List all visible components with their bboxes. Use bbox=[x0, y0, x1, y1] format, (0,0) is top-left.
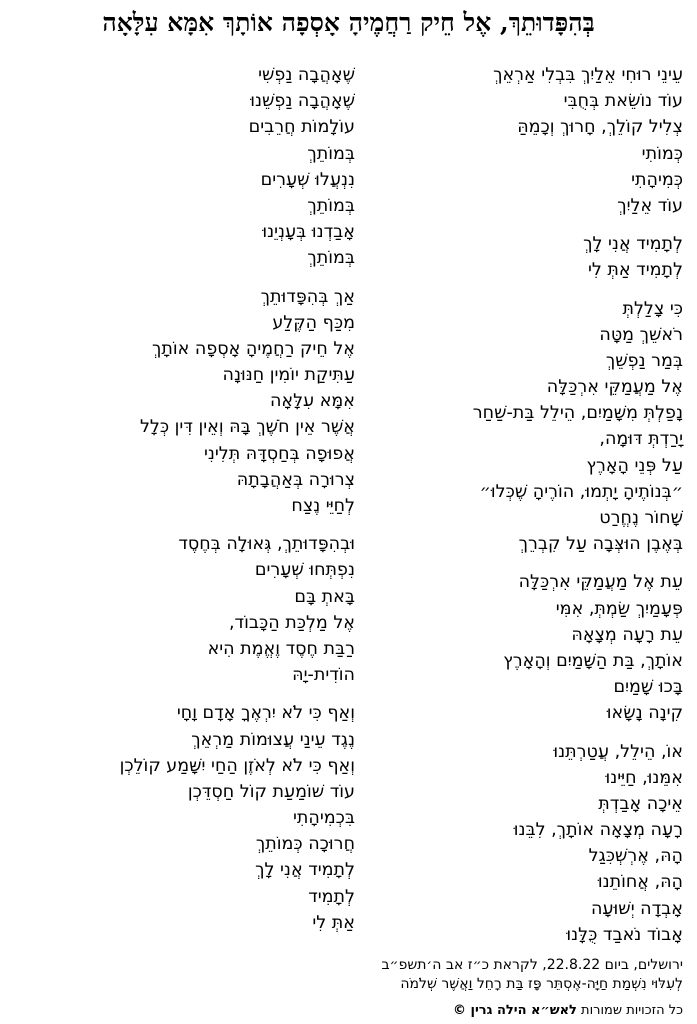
copyright-author: לאש״א הילה גרין © bbox=[452, 1003, 577, 1018]
left-column bbox=[10, 62, 355, 948]
poem-line: אַתְּ לִי bbox=[312, 912, 355, 933]
poem-line: רֹאשֵׁךְ מַטָּה bbox=[599, 324, 683, 345]
poem-line: עוֹד שׁוֹמַעַת קוֹל חַסְדֵּכְן bbox=[187, 781, 355, 802]
poem-line: אִמֵּנוּ, חַיֵּינוּ bbox=[605, 767, 683, 788]
poem-line: צְרוּרָה בְּאַהֲבָתָהּ bbox=[236, 469, 355, 490]
poem-line: אֶל חֵיק רַחֲמֶיהָ אָסְפָה אוֹתָךְ bbox=[152, 338, 355, 359]
right-stanza bbox=[363, 569, 683, 726]
poem-line: נָפַלְתְּ מִשָּׁמַיִם, הֵילֵל בַּת-שַׁחַר bbox=[472, 403, 683, 424]
poem-line: רָעָה מְצָאָה אוֹתָךְ, לִבֵּנוּ bbox=[513, 820, 683, 841]
poem-line: בָּאתְ בָּם bbox=[294, 586, 355, 607]
right-column bbox=[363, 62, 683, 960]
footer-dedication-line: לְעִלּוּי נִשְׁמַת חַיָּה-אֶסְתֵּר פָּז בַּת רָחֵל וַאֲשֶׁר שְׁלֹמֹה bbox=[400, 976, 683, 992]
poem-line: מִכַּף הַקֶּלַע bbox=[272, 312, 355, 333]
poem-line: בְּאֶבֶן הוּצְּבָה עַל קִבְרֵךְ bbox=[518, 534, 683, 555]
poem-line: לְתָמִיד אֲנִי לָךְ bbox=[255, 860, 355, 881]
poem-line: צְלִיל קוֹלֵךְ, חָרוּךְ וְכָמֵהַּ bbox=[517, 117, 683, 138]
poem-line: אוֹתָךְ, בַּת הַשָּׁמַיִם וְהָאָרֶץ bbox=[503, 650, 683, 671]
left-stanza bbox=[10, 284, 355, 520]
poem-line: לְחַיֵּי נֶצַח bbox=[291, 496, 355, 516]
poem-line: וְאַף כִּי לֹא לְאֹזֶן הַחַי יִשָּׁמַע קוֹלֵכְן bbox=[119, 755, 355, 776]
poem-line: קִינָה נָשָׂאוּ bbox=[606, 703, 683, 724]
poem-line: עוֹד נוֹשֵׂאת בְּחֻבִּי bbox=[563, 91, 683, 112]
poem-line: כְּמִיהָתִי bbox=[631, 169, 683, 190]
poem-line: לְתָמִיד bbox=[308, 886, 355, 907]
poem-line: כִּי צָלַלְתְּ bbox=[622, 298, 683, 319]
poem-line: ״בְּנוֹתֶיהָ יָתְמוּ, הוֹרֶיהָ שֶׁכְּלוּ״ bbox=[479, 481, 683, 502]
poem-line: אֶל מַלְכַּת הַכָּבוֹד, bbox=[228, 612, 355, 633]
poem-line: בְּמַר נַפְשֵׁךְ bbox=[605, 350, 683, 371]
left-stanza bbox=[10, 62, 355, 272]
footer-date-line: ירושלים, ביום 22.8.22, לקראת כ״ז אב ה׳תשפ״ב bbox=[381, 957, 683, 973]
poem-line: שֶׁאָהֲבָה נַפְשֵׁנוּ bbox=[250, 91, 355, 112]
poem-line: בָּכוּ שָׁמַיִם bbox=[613, 677, 683, 698]
poem-line: רַבַּת חֶסֶד וֶאֱמֶת הִיא bbox=[207, 638, 355, 659]
poem-line: וְאַף כִּי לֹא יִרְאֶךָ אָדָם וָחָי bbox=[176, 703, 355, 724]
poem-line: עֵת אֶל מַעֲמַקֵּי אִרְכַּלָּה bbox=[518, 572, 683, 593]
poem-line: אֵיכָה אָבַדְתְּ bbox=[598, 793, 683, 814]
copyright-prefix: כל הזכויות שמורות bbox=[576, 1003, 683, 1018]
poem-line: בִּכְמִיהָתִי bbox=[292, 808, 355, 829]
right-stanza bbox=[363, 231, 683, 283]
poem-line: עַל פְּנֵי הָאָרֶץ bbox=[586, 455, 683, 476]
poem-line: אֶל מַעֲמַקֵּי אִרְכַּלָּה bbox=[546, 377, 683, 398]
poem-line: אַךְ בְּהִפָּדוּתֵךְ bbox=[260, 286, 355, 307]
poem-line: עוֹד אֵלַיִךְ bbox=[617, 195, 683, 216]
poem-line: עַתִּיקַת יוֹמִין חַנּוּנָה bbox=[222, 365, 355, 386]
poem-line: לְתָמִיד אֲנִי לָךְ bbox=[583, 234, 683, 255]
poem-line: עוֹלָמוֹת חֲרֵבִים bbox=[248, 117, 355, 138]
poem-line: פְּעָמַיִךְ שַׂמְתְּ, אִמִּי bbox=[555, 598, 683, 619]
right-stanza bbox=[363, 296, 683, 558]
poem-line: יָרַדְתְּ דּוּמָה, bbox=[599, 429, 683, 450]
poem-line: בְּמוֹתֵךְ bbox=[307, 143, 355, 164]
footer-copyright bbox=[10, 1003, 683, 1018]
poem-line: הָהּ, אֲחוֹתֵנוּ bbox=[597, 872, 683, 893]
poem-line: שָׁחוֹר נֶחֱרַט bbox=[599, 508, 683, 528]
poem-title: בְּהִפָּדוּתֵךְ, אֶל חֵיק רַחֲמֶיהָ אָסְפָה אוֹתָךְ אִמָּא עִלָּאָה bbox=[102, 8, 595, 37]
poem-line: בְּמוֹתֵךְ bbox=[307, 248, 355, 269]
right-stanza bbox=[363, 62, 683, 219]
poem-line: נִנְעֲלוּ שְׁעָרִים bbox=[260, 169, 355, 190]
poem-line: אִמָּא עִלָּאָה bbox=[269, 391, 355, 412]
poem-line: כְּמוֹתִי bbox=[641, 143, 683, 164]
right-stanza bbox=[363, 739, 683, 949]
poem-line: נִפְתְּחוּ שְׁעָרִים bbox=[254, 560, 355, 581]
poem-line: שֶׁאָהֲבָה נַפְשִׁי bbox=[258, 65, 355, 85]
poem-line: עֵינֵי רוּחִי אֵלַיִךְ בִּבְלִי אַרְאֵךְ bbox=[493, 65, 683, 85]
poem-line: וּבְהִפָּדוּתֵךְ, גְּאוּלָה בְּחֶסֶד bbox=[178, 534, 355, 555]
poem-line: חֲרוּכָה כְּמוֹתֵךְ bbox=[255, 834, 355, 855]
poem-line: אָבוֹד נֹאבַד כֻּלָּנוּ bbox=[566, 924, 683, 945]
left-stanza bbox=[10, 700, 355, 936]
poem-line: עֵת רָעָה מְצָאָהּ bbox=[571, 624, 683, 645]
poem-line: נֶגֶד עֵינַי עֲצוּמוֹת מַרְאֵךְ bbox=[191, 729, 355, 750]
poem-line: לְתָמִיד אַתְּ לִי bbox=[588, 260, 683, 281]
poem-line: אָבְדָה יְשׁוּעָה bbox=[590, 898, 683, 919]
poem-line: אֲפוּפָה בְּחַסְדָּהּ תְּלִינִי bbox=[203, 443, 355, 464]
poem-line: הָהּ, אֶרְשְׁכִּגַל bbox=[588, 846, 683, 867]
poem-line: אָבַדְנוּ בְּעָנְיֵנוּ bbox=[262, 222, 355, 243]
poem-line: הוֹדִית-יָהּ bbox=[292, 665, 355, 686]
left-stanza bbox=[10, 531, 355, 688]
poem-line: אֲשֶׁר אֵין חֹשֶׁךְ בָּהּ וְאֵין דִּין כְּלָל bbox=[139, 417, 355, 438]
poem-line: אוֹ, הֵילֵל, עֲטַרְתֵּנוּ bbox=[553, 741, 683, 762]
poem-line: בְּמוֹתֵךְ bbox=[307, 195, 355, 216]
